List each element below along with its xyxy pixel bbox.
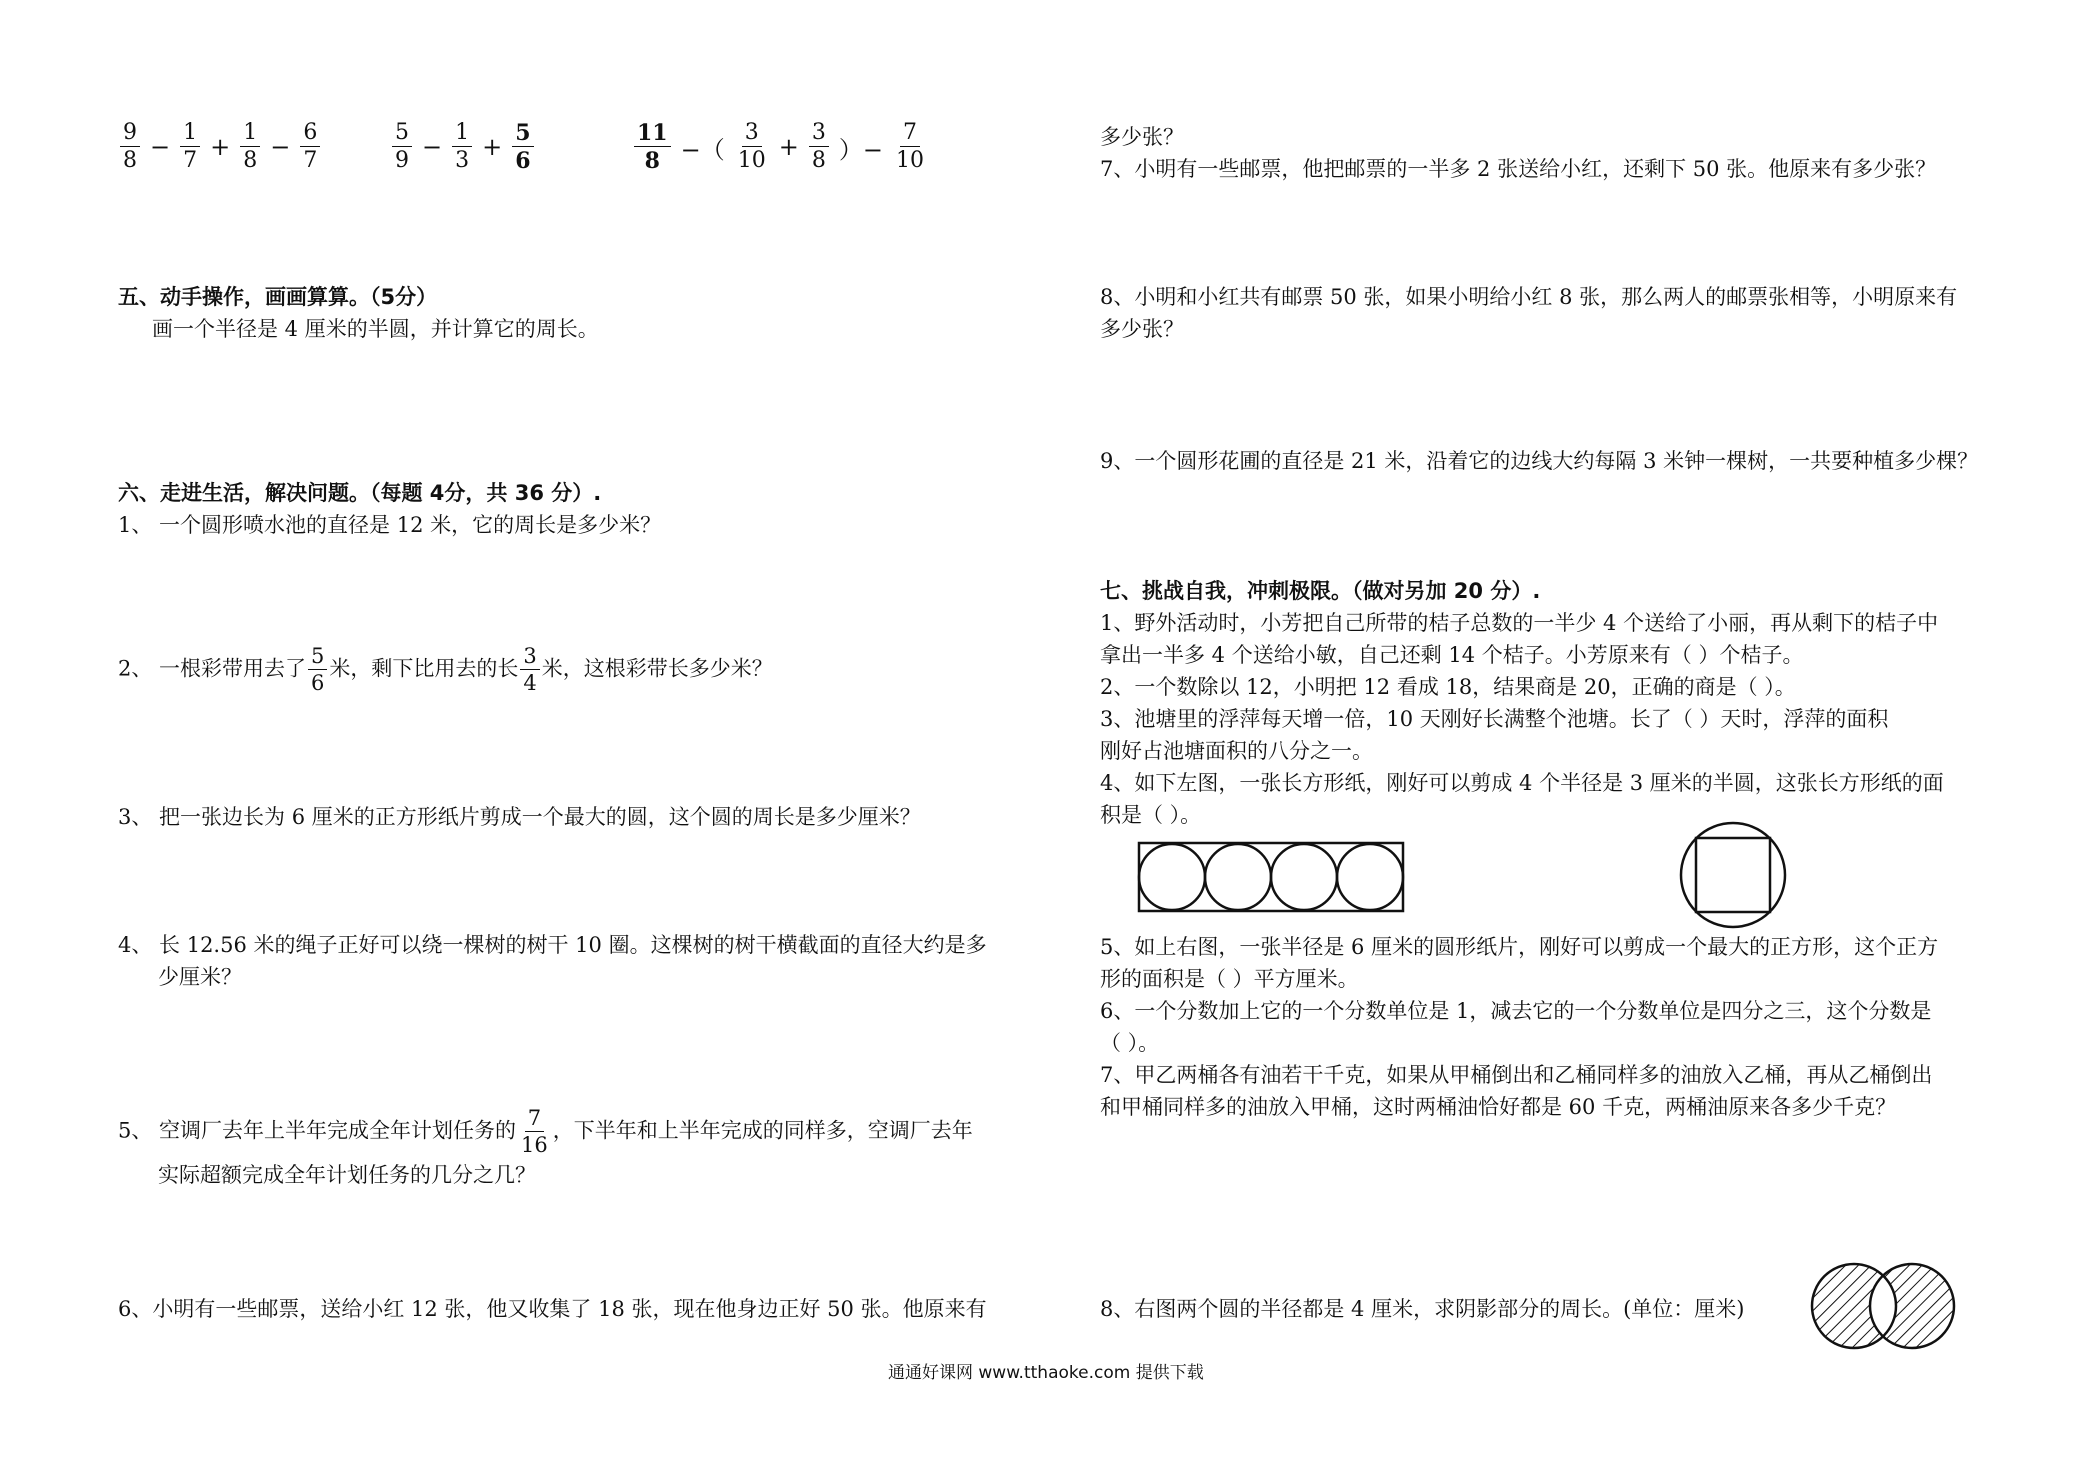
challenge-4-line-2: 积是（ ）。: [1100, 803, 1202, 827]
challenge-3-line-1: 3、池塘里的浮萍每天增一倍，10 天刚好长满整个池塘。长了（ ）天时，浮萍的面积: [1100, 707, 1889, 731]
circle-3: [1271, 844, 1337, 910]
challenge-6-line-2: （ ）。: [1100, 1031, 1160, 1055]
fraction: $\frac{1}{3}$: [452, 122, 472, 172]
fraction: $\frac{6}{7}$: [300, 122, 320, 172]
section-5-title: 五、动手操作，画画算算。（5分）: [118, 285, 438, 309]
challenge-4-line-1: 4、如下左图，一张长方形纸，刚好可以剪成 4 个半径是 3 厘米的半圆，这张长方形纸的面: [1100, 771, 1944, 795]
challenge-3-line-2: 刚好占池塘面积的八分之一。: [1100, 739, 1373, 763]
circle-1: [1139, 844, 1205, 910]
challenge-2: 2、一个数除以 12，小明把 12 看成 18，结果商是 20，正确的商是（ ）。: [1100, 675, 1796, 699]
fraction: $\frac{3}{10}$: [737, 120, 766, 173]
challenge-5-line-1: 5、如上右图，一张半径是 6 厘米的圆形纸片，刚好可以剪成一个最大的正方形，这个正方: [1100, 935, 1939, 959]
square-in-circle-figure: [1678, 820, 1788, 930]
question-6-4-line-1: 4、 长 12.56 米的绳子正好可以绕一棵树的树干 10 圈。这棵树的树干横截面的直径大约是多: [118, 933, 987, 957]
question-6-8-line-1: 8、小明和小红共有邮票 50 张，如果小明给小红 8 张，那么两人的邮票张相等，小明原来有: [1100, 285, 1958, 309]
inscribed-square: [1696, 838, 1770, 912]
fraction: $\frac{7}{10}$: [895, 120, 924, 173]
fraction: $\frac{1}{8}$: [240, 122, 260, 172]
question-6-8-line-2: 多少张？: [1100, 317, 1184, 341]
question-6-6: 6、小明有一些邮票，送给小红 12 张，他又收集了 18 张，现在他身边正好 50 张。他原来有: [118, 1297, 987, 1321]
challenge-7-line-2: 和甲桶同样多的油放入甲桶，这时两桶油恰好都是 60 千克，两桶油原来各多少千克？: [1100, 1095, 1897, 1119]
challenge-1-line-1: 1、野外活动时，小芳把自己所带的桔子总数的一半少 4 个送给了小丽，再从剩下的桔子中: [1100, 611, 1939, 635]
overlapping-circles-figure: [1810, 1262, 1956, 1350]
question-6-5: 5、 空调厂去年上半年完成全年计划任务的 $\frac{7}{16}$ ，下半年和上半年完成的同样多，空调厂去年: [118, 1106, 973, 1157]
calc-expression-3: $\frac{11}{8}$ −（ $\frac{3}{10}$ + $\frac{3}{8}$ ）− $\frac{7}{10}$: [632, 122, 929, 172]
fraction: $\frac{5}{9}$: [392, 122, 412, 172]
fraction: $\frac{11}{8}$: [634, 122, 671, 172]
question-6-4-line-2: 少厘米？: [158, 965, 242, 989]
fraction: $\frac{1}{7}$: [180, 122, 200, 172]
section-5-question: 画一个半径是 4 厘米的半圆，并计算它的周长。: [152, 317, 599, 341]
challenge-8: 8、右图两个圆的半径都是 4 厘米，求阴影部分的周长。(单位：厘米): [1100, 1297, 1745, 1321]
fraction: $\frac{9}{8}$: [120, 122, 140, 172]
circle-4: [1337, 844, 1403, 910]
section-6-title: 六、走进生活，解决问题。（每题 4分，共 36 分）.: [118, 481, 602, 505]
fraction: $\frac{3}{4}$: [520, 646, 539, 694]
question-6-2: 2、 一根彩带用去了 $\frac{5}{6}$ 米，剩下比用去的长 $\frac{3}{4}$ 米，这根彩带长多少米？: [118, 644, 773, 695]
fraction: $\frac{5}{6}$: [308, 646, 327, 694]
question-6-1: 1、 一个圆形喷水池的直径是 12 米，它的周长是多少米？: [118, 513, 662, 537]
challenge-5-line-2: 形的面积是（ ）平方厘米。: [1100, 967, 1359, 991]
section-7-title: 七、挑战自我，冲刺极限。（做对另加 20 分）.: [1100, 579, 1541, 603]
challenge-7-line-1: 7、甲乙两桶各有油若干千克，如果从甲桶倒出和乙桶同样多的油放入乙桶，再从乙桶倒出: [1100, 1063, 1933, 1087]
question-6-3: 3、 把一张边长为 6 厘米的正方形纸片剪成一个最大的圆，这个圆的周长是多少厘米？: [118, 805, 921, 829]
question-6-6-continued: 多少张？: [1100, 125, 1184, 149]
question-6-9: 9、一个圆形花圃的直径是 21 米，沿着它的边线大约每隔 3 米钟一棵树，一共要种植多少棵？: [1100, 449, 1979, 473]
challenge-6-line-1: 6、一个分数加上它的一个分数单位是 1，减去它的一个分数单位是四分之三，这个分数是: [1100, 999, 1932, 1023]
calc-expression-1: $\frac{9}{8}$ − $\frac{1}{7}$ + $\frac{1}{8}$ − $\frac{6}{7}$: [118, 122, 322, 172]
circle-2: [1205, 844, 1271, 910]
calc-expression-2: $\frac{5}{9}$ − $\frac{1}{3}$ + $\frac{5}{6}$: [390, 122, 536, 172]
page-footer: 通通好课网 www.tthaoke.com 提供下载: [888, 1363, 1204, 1383]
rectangle-four-circles-figure: [1138, 842, 1404, 912]
fraction: $\frac{3}{8}$: [809, 122, 829, 172]
challenge-1-line-2: 拿出一半多 4 个送给小敏，自己还剩 14 个桔子。小芳原来有（ ）个桔子。: [1100, 643, 1804, 667]
question-6-7: 7、小明有一些邮票，他把邮票的一半多 2 张送给小红，还剩下 50 张。他原来有多少张？: [1100, 157, 1937, 181]
question-6-5-line-2: 实际超额完成全年计划任务的几分之几？: [158, 1163, 536, 1187]
fraction: $\frac{5}{6}$: [512, 122, 533, 172]
fraction: $\frac{7}{16}$: [521, 1106, 548, 1157]
